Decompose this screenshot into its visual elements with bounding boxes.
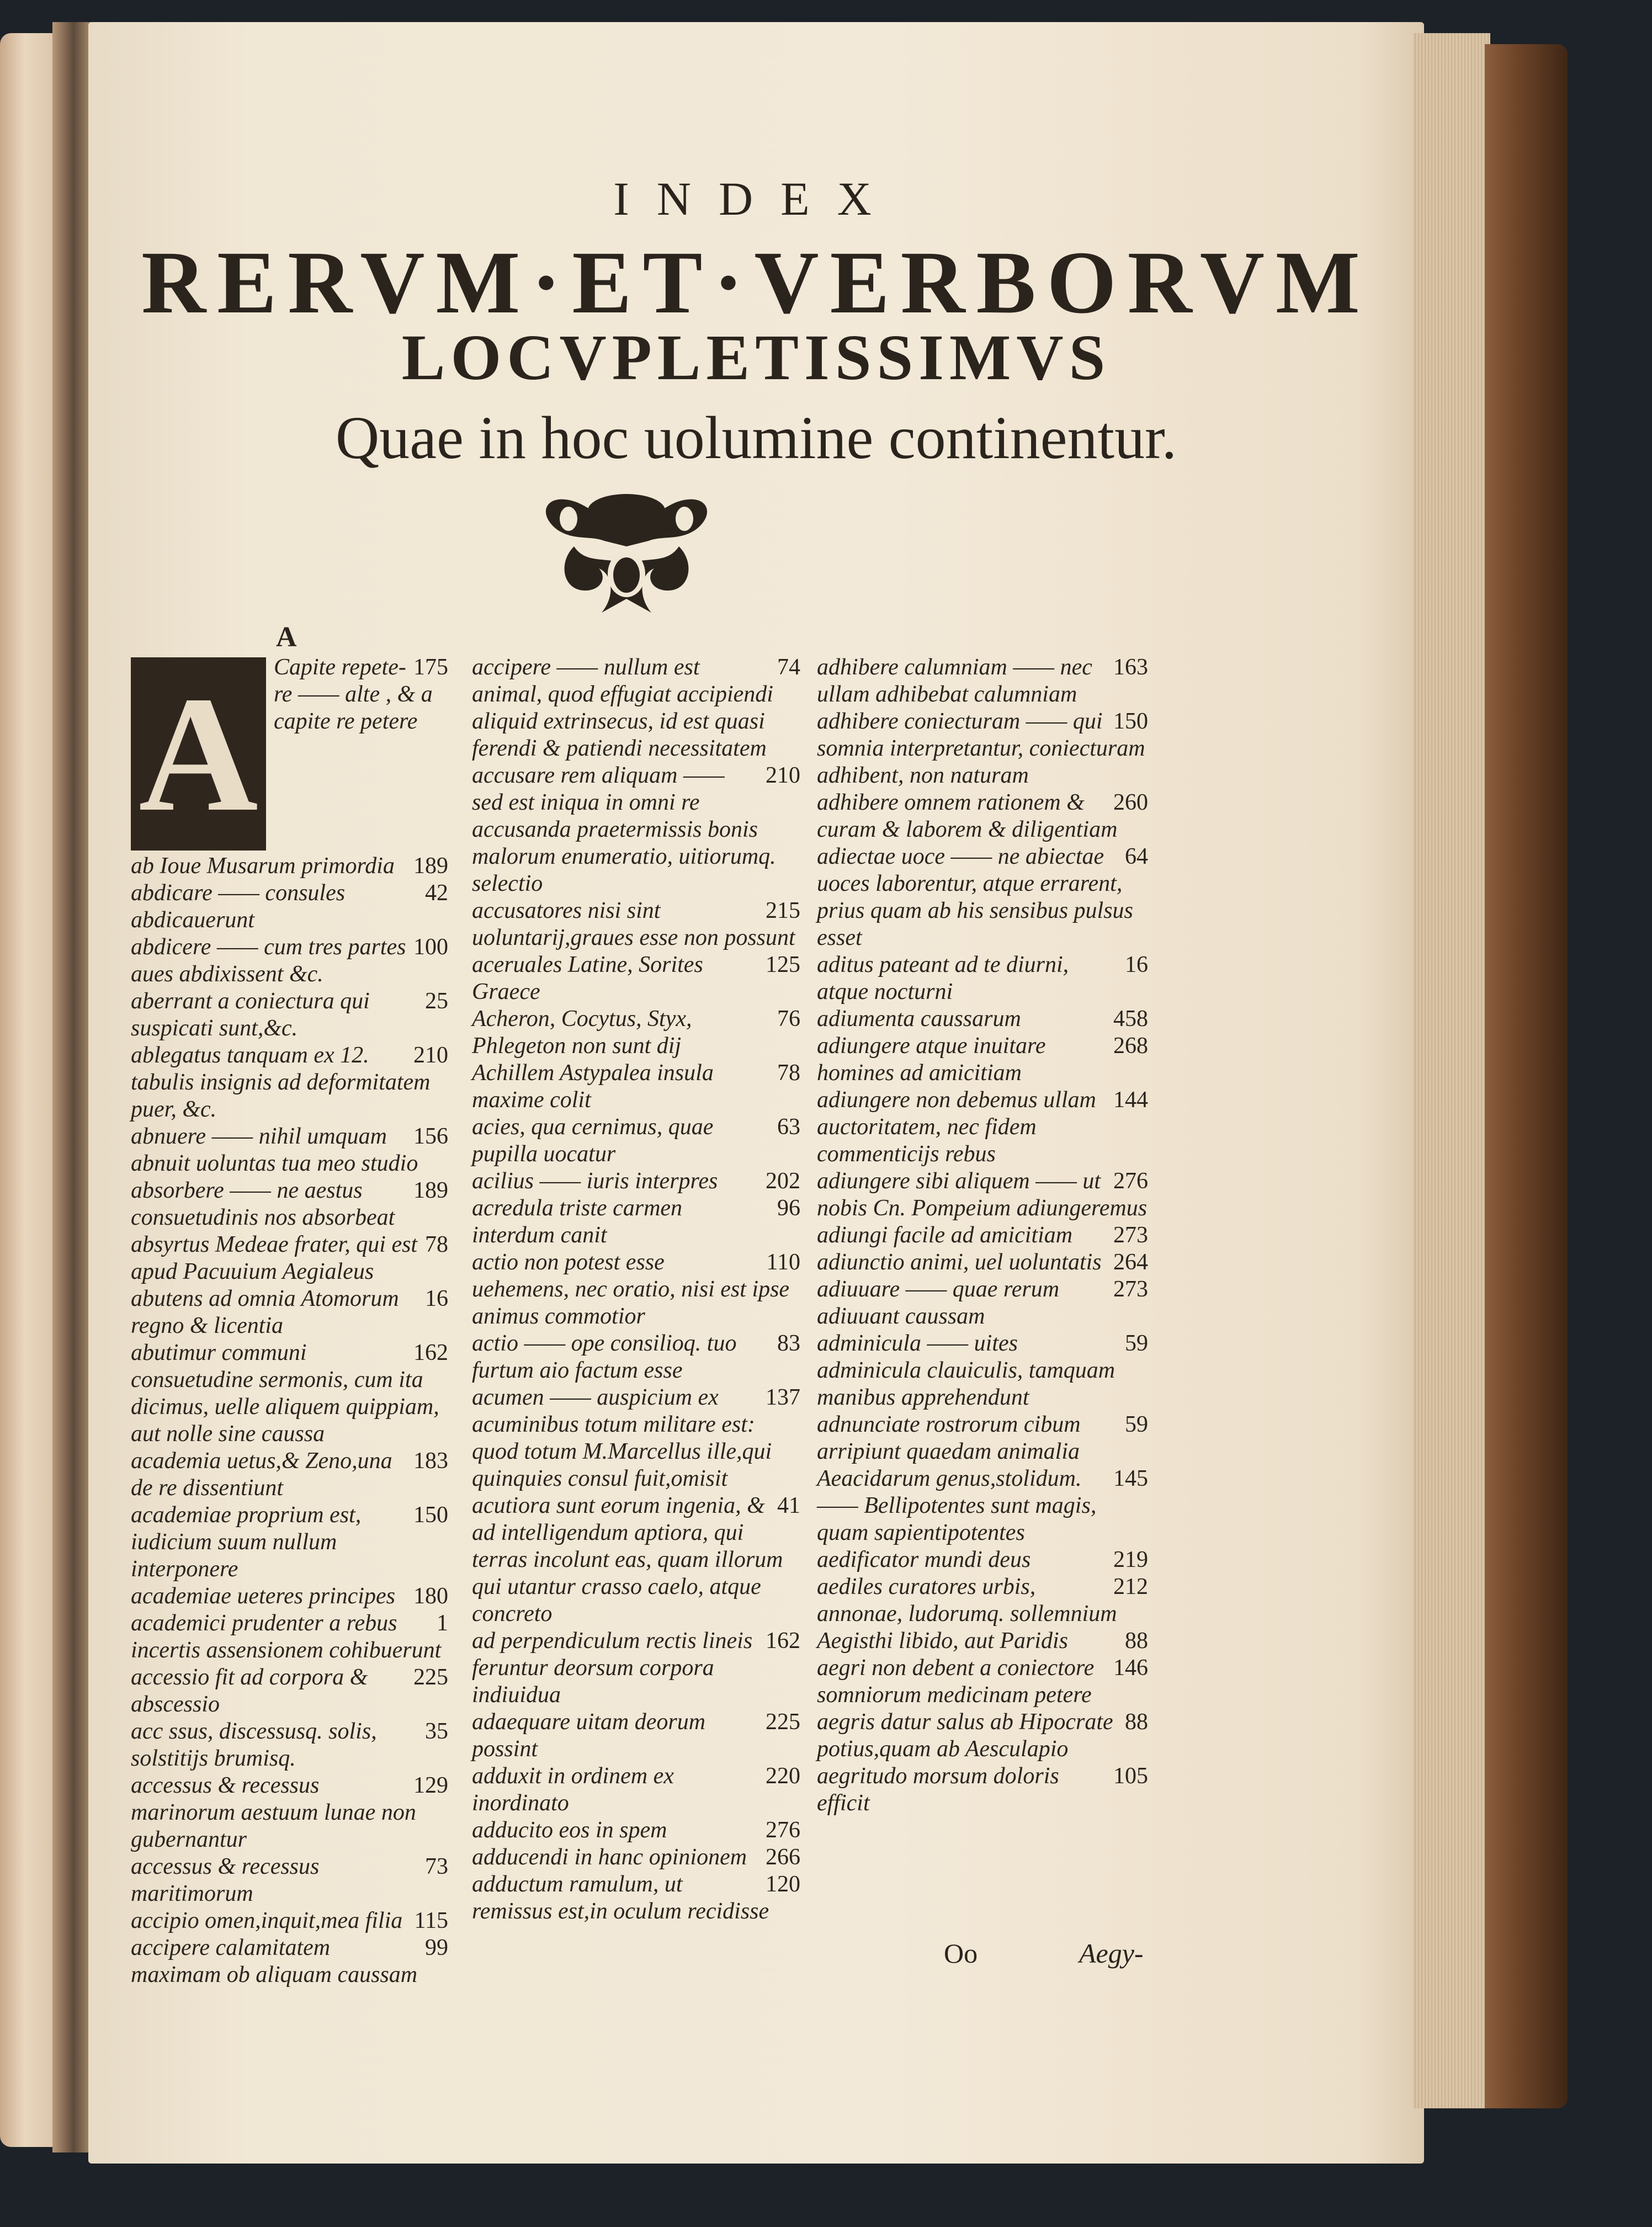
page-number: 41	[777, 1493, 800, 1518]
entry-text: aberrant a coniectura qui suspicati sunt,&c.	[131, 988, 370, 1041]
entry-text: adhibere coniecturam —— qui somnia interpretantur, coniecturam adhibent, non naturam	[817, 709, 1145, 788]
index-entry	[131, 880, 448, 934]
index-entry	[817, 1411, 1148, 1465]
entry-text: adminicula —— uites adminicula clauiculis, tamquam manibus apprehendunt	[817, 1331, 1116, 1410]
page-number: 144	[1113, 1087, 1148, 1113]
index-entry	[131, 1664, 448, 1718]
page-number: 273	[1113, 1277, 1148, 1302]
index-entry	[817, 708, 1148, 789]
entry-text: adiunctio animi, uel uoluntatis	[817, 1250, 1102, 1275]
entry-text: accusare rem aliquam —— sed est iniqua in omni re accusanda praetermissis bonis malorum enumeratio, uitiorumq. selectio	[472, 763, 776, 896]
index-entry	[817, 1033, 1148, 1087]
entry-text: acumen —— auspicium ex acuminibus totum militare est: quod totum M.Marcellus ille,qui quinquies consul fuit,omisit	[472, 1385, 772, 1491]
page-number: 268	[1113, 1033, 1148, 1059]
index-entry	[817, 1655, 1148, 1709]
entry-text: accipio omen,inquit,mea filia	[131, 1908, 403, 1933]
page-number: 146	[1113, 1655, 1148, 1681]
page-number: 83	[777, 1331, 800, 1356]
page-number: 212	[1113, 1574, 1148, 1599]
index-entry	[131, 1448, 448, 1502]
page-number: 225	[766, 1709, 800, 1735]
index-entry	[472, 1817, 800, 1844]
entry-text: adiectae uoce —— ne abiectae uoces laborentur, atque errarent, prius quam ab his sensibus pulsus esset	[817, 844, 1133, 950]
index-entry	[817, 1276, 1148, 1330]
index-entry	[472, 952, 800, 1006]
entry-text: aditus pateant ad te diurni, atque nocturni	[817, 952, 1069, 1004]
page-number: 105	[1113, 1763, 1148, 1789]
index-entry	[817, 952, 1148, 1006]
page-number: 16	[425, 1286, 448, 1311]
page-number: 180	[413, 1583, 448, 1609]
page-number: 189	[413, 1178, 448, 1203]
index-entry	[131, 1502, 448, 1583]
page-number: 215	[766, 898, 800, 923]
entry-text: academia uetus,& Zeno,una de re dissentiunt	[131, 1448, 392, 1501]
index-entry	[131, 1610, 448, 1664]
index-entry	[472, 1384, 800, 1492]
page-edges	[1413, 33, 1490, 2108]
entry-text: adhibere calumniam —— nec ullam adhibebat calumniam	[817, 655, 1092, 707]
index-entry	[472, 1844, 800, 1871]
entry-text: aedificator mundi deus	[817, 1547, 1031, 1572]
catchword: Aegy-	[1079, 1938, 1144, 1969]
entry-text: adduxit in ordinem ex inordinato	[472, 1763, 674, 1816]
index-entry	[472, 1709, 800, 1763]
page-number: 73	[425, 1854, 448, 1879]
page-number: 35	[425, 1719, 448, 1744]
entry-text: adhibere omnem rationem & curam & laborem & diligentiam	[817, 790, 1118, 842]
entry-text: actio non potest esse uehemens, nec oratio, nisi est ipse animus commotior	[472, 1250, 790, 1329]
entry-text: acredula triste carmen interdum canit	[472, 1195, 683, 1248]
page-number: 78	[777, 1060, 800, 1086]
page-number: 175	[413, 655, 448, 680]
signature-mark: Oo	[944, 1938, 978, 1969]
index-entry	[131, 1285, 448, 1340]
index-entry	[131, 988, 448, 1042]
ornament-icon	[524, 480, 729, 629]
entry-text: acutiora sunt eorum ingenia, & ad intelligendum aptiora, qui terras incolunt eas, quam illorum qui utantur crasso caelo, atque concreto	[472, 1493, 783, 1627]
page-number: 99	[425, 1935, 448, 1960]
page-number: 189	[413, 853, 448, 879]
entry-text: Aegisthi libido, aut Paridis	[817, 1628, 1069, 1654]
index-column-1	[131, 654, 448, 1989]
page-number: 163	[1113, 655, 1148, 680]
page-number: 125	[766, 952, 800, 977]
index-entry	[472, 762, 800, 897]
index-entry	[131, 853, 448, 880]
page-number: 115	[414, 1908, 448, 1933]
book-cover-edge	[1485, 44, 1568, 2108]
entry-text: academici prudenter a rebus incertis assensionem cohibuerunt	[131, 1611, 442, 1663]
index-entry	[131, 1177, 448, 1231]
page-number: 145	[1113, 1466, 1148, 1491]
entry-text: abdicere —— cum tres partes aues abdixissent &c.	[131, 934, 406, 987]
entry-text: ab Ioue Musarum primordia	[131, 853, 395, 879]
page-number: 156	[413, 1124, 448, 1149]
page-number: 96	[777, 1195, 800, 1221]
page-number: 264	[1113, 1250, 1148, 1275]
page-number: 63	[777, 1114, 800, 1140]
index-entry	[817, 1087, 1148, 1168]
page-number: 64	[1125, 844, 1148, 869]
page-number: 266	[766, 1845, 800, 1870]
page-number: 162	[413, 1340, 448, 1365]
page-number: 276	[1113, 1168, 1148, 1194]
index-entry	[131, 1772, 448, 1853]
index-word: INDEX	[613, 172, 899, 225]
entry-text: adiungere non debemus ullam auctoritatem, nec fidem commenticijs rebus	[817, 1087, 1096, 1167]
page-number: 88	[1125, 1628, 1148, 1654]
entry-text: Achillem Astypalea insula maxime colit	[472, 1060, 714, 1113]
entry-text: actio —— ope consilioq. tuo furtum aio factum esse	[472, 1331, 737, 1383]
entry-text: adiungere atque inuitare homines ad amicitiam	[817, 1033, 1046, 1086]
entry-text: adiungi facile ad amicitiam	[817, 1223, 1073, 1248]
entry-text: ablegatus tanquam ex 12. tabulis insignis ad deformitatem puer, &c.	[131, 1043, 431, 1122]
entry-text: Capite repete- re —— alte , & a capite re petere	[274, 655, 433, 734]
index-entry	[817, 1763, 1148, 1817]
page-number: 25	[425, 988, 448, 1014]
index-entry	[131, 1853, 448, 1907]
entry-text: accessus & recessus maritimorum	[131, 1854, 320, 1906]
page-number: 110	[766, 1250, 800, 1275]
decorated-initial-icon: A	[131, 657, 266, 851]
index-entry	[131, 1583, 448, 1610]
index-column-2	[472, 654, 800, 1925]
title-line-2: LOCVPLETISSIMVS	[401, 321, 1111, 394]
index-entry	[817, 1709, 1148, 1763]
index-entry	[472, 1628, 800, 1709]
entry-text: absyrtus Medeae frater, qui est apud Pacuuium Aegialeus	[131, 1232, 418, 1284]
index-entry	[131, 1718, 448, 1772]
index-entry	[472, 1006, 800, 1060]
page-number: 137	[766, 1385, 800, 1410]
index-entry	[472, 1060, 800, 1114]
page-number: 74	[777, 655, 800, 680]
index-entry	[817, 1574, 1148, 1628]
page-number: 1	[437, 1611, 448, 1636]
index-entry	[817, 1006, 1148, 1033]
index-entry	[131, 1934, 448, 1989]
page-number: 59	[1125, 1412, 1148, 1437]
index-entry	[472, 1114, 800, 1168]
page-number: 150	[1113, 709, 1148, 734]
facing-page-edge	[0, 33, 61, 2147]
entry-text: aceruales Latine, Sorites Graece	[472, 952, 703, 1004]
page-number: 202	[766, 1168, 800, 1194]
entry-text: accipere calamitatem maximam ob aliquam caussam	[131, 1935, 418, 1987]
entry-text: adiumenta caussarum	[817, 1006, 1021, 1032]
index-entry	[131, 1042, 448, 1123]
index-entry	[131, 1907, 448, 1934]
index-entry	[472, 897, 800, 952]
index-entry	[817, 1465, 1148, 1546]
entry-text: accipere —— nullum est animal, quod effugiat accipiendi aliquid extrinsecus, id est quasi ferendi & patiendi necessitatem	[472, 655, 773, 761]
entry-text: adductum ramulum, ut remissus est,in oculum recidisse	[472, 1872, 769, 1924]
entry-text: academiae proprium est, iudicium suum nullum interponere	[131, 1502, 362, 1582]
entry-text: adducendi in hanc opinionem	[472, 1845, 747, 1870]
index-entry	[472, 1763, 800, 1817]
index-entry	[472, 1492, 800, 1628]
page-number: 59	[1125, 1331, 1148, 1356]
book-gutter	[52, 22, 91, 2152]
entry-text: accessus & recessus marinorum aestuum lunae non gubernantur	[131, 1773, 416, 1852]
page-number: 42	[425, 880, 448, 906]
index-entry	[817, 1628, 1148, 1655]
page-number: 210	[413, 1043, 448, 1068]
page-number: 276	[766, 1817, 800, 1843]
page-number: 219	[1113, 1547, 1148, 1572]
index-entry	[817, 1222, 1148, 1249]
page-number: 100	[413, 934, 448, 960]
entry-text: aegri non debent a coniectore somniorum medicinam petere	[817, 1655, 1095, 1708]
entry-text: adnunciate rostrorum cibum arripiunt quaedam animalia	[817, 1412, 1081, 1464]
index-entry	[817, 1546, 1148, 1574]
page-number: 183	[413, 1448, 448, 1474]
entry-text: acilius —— iuris interpres	[472, 1168, 718, 1194]
page-number: 76	[777, 1006, 800, 1032]
index-entry	[472, 1168, 800, 1195]
index-entry	[131, 1340, 448, 1448]
section-letter: A	[276, 621, 297, 653]
page-number: 273	[1113, 1223, 1148, 1248]
page-number: 210	[766, 763, 800, 788]
entry-text: adiuuare —— quae rerum adiuuant caussam	[817, 1277, 1060, 1329]
index-entry	[472, 654, 800, 762]
index-entry	[817, 789, 1148, 843]
page-number: 458	[1113, 1006, 1148, 1032]
entry-text: adaequare uitam deorum possint	[472, 1709, 706, 1762]
page-number: 120	[766, 1872, 800, 1897]
index-entry	[472, 1330, 800, 1384]
entry-text: abdicare —— consules abdicauerunt	[131, 880, 346, 933]
index-entry	[131, 1123, 448, 1177]
page-number: 162	[766, 1628, 800, 1654]
index-entry	[817, 1168, 1148, 1222]
index-column-3	[817, 654, 1148, 1817]
index-entry	[472, 1249, 800, 1330]
entry-text: aediles curatores urbis, annonae, ludorumq. sollemnium	[817, 1574, 1117, 1627]
page-number: 220	[766, 1763, 800, 1789]
page-number: 150	[413, 1502, 448, 1528]
entry-text: Aeacidarum genus,stolidum. —— Bellipotentes sunt magis, quam sapientipotentes	[817, 1466, 1097, 1545]
entry-text: acies, qua cernimus, quae pupilla uocatur	[472, 1114, 714, 1167]
page-number: 225	[413, 1665, 448, 1690]
index-entry	[817, 1330, 1148, 1411]
entry-text: abutimur communi consuetudine sermonis, cum ita dicimus, uelle aliquem quippiam, aut nolle sine caussa	[131, 1340, 439, 1447]
title-line-3: Quae in hoc uolumine continentur.	[335, 404, 1177, 471]
page-number: 260	[1113, 790, 1148, 815]
entry-text: adducito eos in spem	[472, 1817, 667, 1843]
entry-text: aegritudo morsum doloris efficit	[817, 1763, 1059, 1816]
entry-text: accusatores nisi sint uoluntarij,graues esse non possunt	[472, 898, 795, 950]
index-entry	[817, 843, 1148, 952]
entry-text: adiungere sibi aliquem —— ut nobis Cn. Pompeium adiungeremus	[817, 1168, 1148, 1221]
entry-text: ad perpendiculum rectis lineis feruntur deorsum corpora indiuidua	[472, 1628, 753, 1708]
page-number: 16	[1125, 952, 1148, 977]
page-number: 88	[1125, 1709, 1148, 1735]
entry-text: aegris datur salus ab Hipocrate potius,quam ab Aesculapio	[817, 1709, 1113, 1762]
index-entry	[131, 1231, 448, 1285]
entry-text: Acheron, Cocytus, Styx, Phlegeton non sunt dij	[472, 1006, 692, 1059]
index-entry	[131, 934, 448, 988]
index-entry	[472, 1195, 800, 1249]
entry-text: abnuere —— nihil umquam abnuit uoluntas tua meo studio	[131, 1124, 418, 1176]
entry-text: abutens ad omnia Atomorum regno & licentia	[131, 1286, 399, 1338]
entry-text: accessio fit ad corpora & abscessio	[131, 1665, 368, 1717]
index-entry	[472, 1871, 800, 1925]
entry-text: acc ssus, discessusq. solis, solstitijs brumisq.	[131, 1719, 377, 1771]
entry-text: absorbere —— ne aestus consuetudinis nos absorbeat	[131, 1178, 395, 1230]
entry-text: academiae ueteres principes	[131, 1583, 395, 1609]
index-entry	[817, 1249, 1148, 1276]
index-entry	[817, 654, 1148, 708]
page-number: 129	[413, 1773, 448, 1798]
title-line-1: RERVM·ET·VERBORVM	[141, 233, 1371, 332]
page-number: 78	[425, 1232, 448, 1257]
